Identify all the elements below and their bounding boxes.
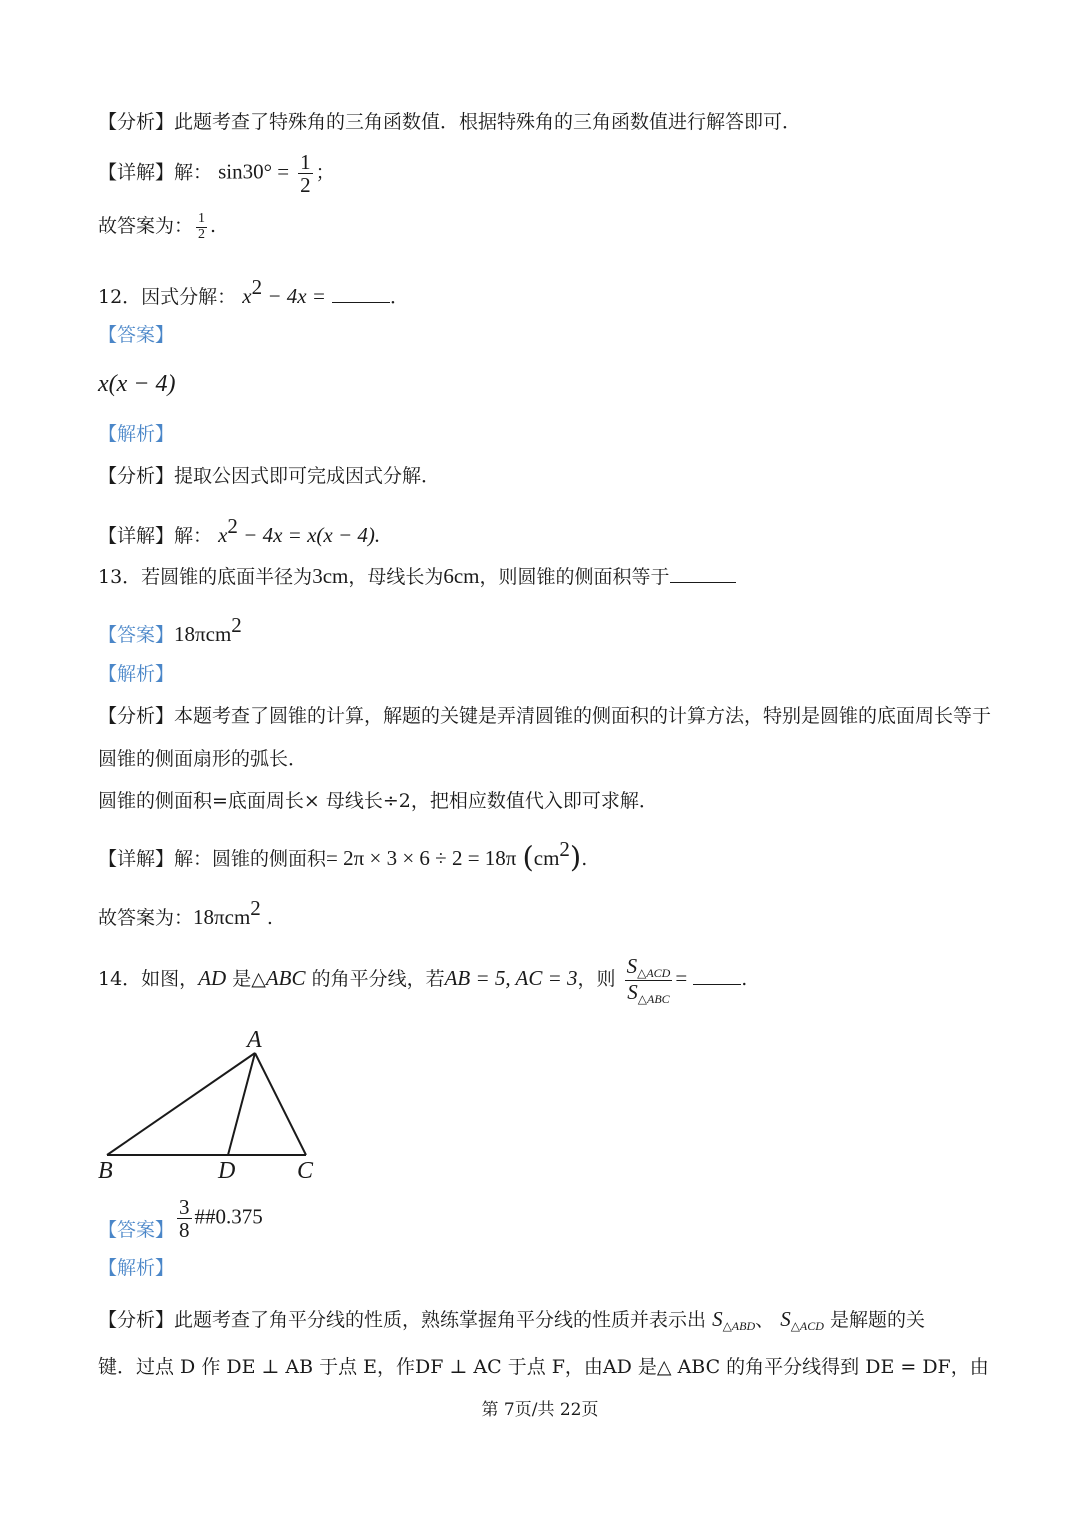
q13-stem (98, 566, 736, 587)
q13-detail-unit-exp: 2 (559, 837, 570, 861)
answer-tag: 【答案】 (98, 1218, 175, 1241)
q14-analysis-line1 (98, 1309, 925, 1332)
q13-detail-line (98, 837, 588, 874)
label-d: D (218, 1158, 236, 1184)
q11-detail-line (98, 151, 335, 196)
q11-final-fraction: $\frac{1}{2}$ (198, 211, 206, 242)
q11-analysis-text: 此题考查了特殊角的三角函数值．根据特殊角的三角函数值进行解答即可． (174, 111, 802, 133)
q12-stem (98, 277, 409, 307)
q11-final-prefix: 故答案为： (98, 215, 194, 238)
q11-sin-expr: sin30° = (218, 159, 290, 184)
q12-detail-prefix: 解： (174, 525, 213, 547)
side-ac (255, 1053, 306, 1155)
q14-analysis-line2: 键．过点 D 作 DE ⊥ AB 于点 E，作DF ⊥ AC 于点 F，由AD 是△ ABC 的角平分线得到 DE = DF，由 (98, 1356, 989, 1378)
q14-answer-alt: ##0.375 (194, 1204, 263, 1229)
analysis-tag: 【分析】 (98, 465, 175, 487)
q13-final-main: 18πcm (193, 905, 251, 929)
q14-answer-fraction: $\frac{3}{8}$ (179, 1195, 190, 1243)
q12-detail-exp: 2 (227, 514, 238, 538)
q12-detail-rest: − 4x = x(x − 4). (237, 523, 381, 547)
q14-answer-line (98, 1196, 263, 1241)
q13-detail-prefix: 解：圆锥的侧面积 (174, 848, 327, 870)
label-b: B (98, 1158, 113, 1184)
q13-analysis-line1 (98, 707, 991, 726)
q12-stem-prefix: 12．因式分解： (98, 286, 237, 308)
analysis-tag: 【分析】 (98, 111, 175, 133)
q12-answer-tag: 【答案】 (98, 324, 175, 346)
q14-answer-blank (693, 982, 741, 985)
q13-detail-end: . (581, 848, 588, 870)
q12-explain-tag: 【解析】 (98, 423, 175, 445)
q12-var-x: x (242, 284, 252, 308)
q13-stem-mid: ，母线长为 (348, 566, 444, 588)
q13-detail-expr: = 2π × 3 × 6 ÷ 2 = 18π (326, 846, 517, 870)
q13-stem-prefix: 13．若圆锥的底面半径为 (98, 566, 313, 588)
q14-abc: ABC (265, 966, 306, 991)
q12-stem-end: ． (390, 286, 410, 308)
detail-tag: 【详解】 (98, 525, 175, 547)
analysis-tag: 【分析】 (98, 1309, 175, 1331)
q13-explain-tag: 【解析】 (98, 663, 175, 685)
q14-explain-tag: 【解析】 (98, 1257, 175, 1279)
q13-radius: 3cm (312, 564, 349, 588)
q13-stem-end: ，则圆锥的侧面积等于 (479, 566, 670, 588)
q14-stem-end: . (741, 968, 748, 991)
q11-detail-suffix: ； (315, 161, 335, 184)
q13-final-prefix: 故答案为： (98, 907, 194, 929)
q12-analysis-line (98, 467, 440, 486)
q11-final-line (98, 212, 216, 242)
q12-analysis-text: 提取公因式即可完成因式分解． (174, 465, 441, 487)
q13-detail-unit: cm (533, 846, 560, 870)
q13-formula-line: 圆锥的侧面积=底面周长× 母线长÷2，把相应数值代入即可求解． (98, 790, 658, 812)
q13-analysis-text1: 本题考查了圆锥的计算，解题的关键是弄清圆锥的侧面积的计算方法，特别是圆锥的底面周长等于 (174, 705, 992, 727)
q11-final-suffix: . (210, 215, 217, 238)
q13-slant: 6cm (443, 564, 480, 588)
q14-cond: AB = 5, AC = 3 (444, 966, 578, 991)
q14-analysis-text1b: 是解题的关 (829, 1309, 925, 1331)
q13-final-line (98, 898, 273, 928)
q14-ad: AD (198, 966, 227, 991)
q14-stem-mid1: 是△ (232, 968, 266, 991)
q14-area-ratio: $\frac{S_{\triangle ACD}}{S_{\triangle ABC}}$ (626, 954, 671, 1006)
q11-fraction: $\frac{1}{2}$ (300, 150, 311, 198)
q11-analysis-line (98, 113, 801, 132)
triangle-figure (95, 1025, 335, 1185)
q14-sep: 、 (755, 1309, 775, 1331)
label-c: C (297, 1158, 314, 1184)
right-paren: ) (569, 840, 582, 874)
page-footer: 第 7页/共 22页 (481, 1400, 599, 1420)
label-a: A (247, 1027, 262, 1053)
q12-detail-line (98, 516, 380, 546)
q12-stem-rest: − 4x = (262, 284, 326, 308)
q13-answer-main: 18πcm (174, 622, 232, 646)
q14-eq: = (675, 966, 688, 991)
detail-tag: 【详解】 (98, 161, 175, 184)
q13-answer-exp: 2 (231, 613, 242, 637)
q12-detail-x: x (218, 523, 228, 547)
q12-exp: 2 (251, 275, 263, 299)
answer-tag: 【答案】 (98, 624, 175, 646)
s-acd: $S_{\triangle ACD}$ (780, 1307, 824, 1333)
q14-stem (98, 955, 747, 1005)
left-paren: ( (522, 840, 534, 874)
q13-analysis-line2: 圆锥的侧面扇形的弧长． (98, 748, 308, 770)
q12-answer-blank (332, 300, 390, 303)
q13-answer-blank (670, 580, 736, 583)
s-abd: $S_{\triangle ABD}$ (712, 1307, 756, 1333)
q14-analysis-text1a: 此题考查了角平分线的性质，熟练掌握角平分线的性质并表示出 (174, 1309, 707, 1331)
detail-tag: 【详解】 (98, 848, 175, 870)
q14-stem-mid2: 的角平分线，若 (311, 968, 445, 991)
q14-stem-prefix: 14．如图， (98, 968, 199, 991)
q14-stem-mid3: ，则 (577, 968, 616, 991)
q13-final-end: . (260, 907, 273, 929)
q13-answer-line (98, 615, 242, 645)
q13-final-exp: 2 (250, 896, 261, 920)
q12-answer-expr: x(x − 4) (98, 371, 176, 397)
q11-detail-prefix: 解： (174, 161, 213, 184)
analysis-tag: 【分析】 (98, 705, 175, 727)
